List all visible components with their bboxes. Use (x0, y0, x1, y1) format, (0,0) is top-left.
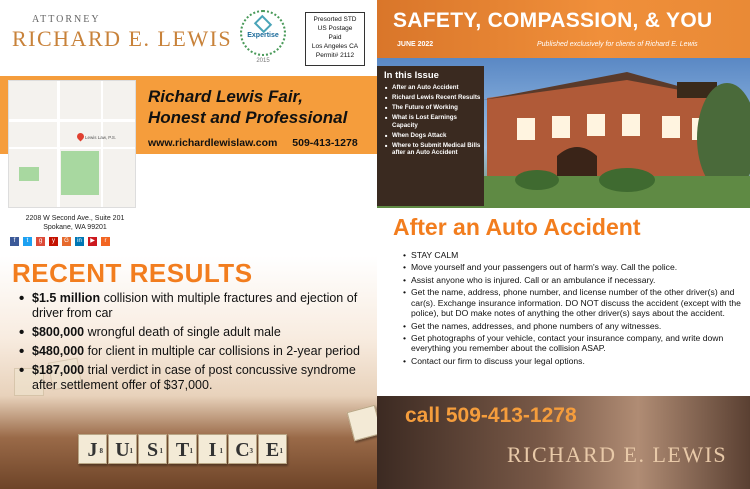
diamond-icon (254, 15, 272, 33)
result-amount: $1.5 million (32, 291, 101, 305)
postage-line: Permit# 2112 (315, 52, 355, 59)
postage-line: US Postage (317, 25, 353, 32)
address-line-2: Spokane, WA 99201 (43, 224, 107, 231)
social-icons (10, 237, 110, 246)
office-map[interactable] (8, 80, 136, 208)
issue-item[interactable]: ■ The Future of Working (385, 104, 481, 112)
result-text: for client in multiple car collisions in 2-year period (84, 344, 360, 358)
result-amount: $800,000 (32, 325, 85, 339)
yelp-icon[interactable]: y (49, 237, 58, 246)
web-contact-row (148, 137, 370, 149)
result-item (18, 363, 368, 393)
recent-results-title: RECENT RESULTS (12, 258, 253, 288)
justice-tile-s: S 1 (138, 434, 167, 464)
result-item (18, 291, 368, 321)
article-title: After an Auto Accident (393, 214, 641, 240)
step-item: • Contact our firm to discuss your legal options. (403, 356, 743, 366)
postage-line: Paid (328, 34, 342, 41)
results-list (18, 291, 368, 397)
issue-item[interactable]: ■ What is Lost Earnings Capacity (385, 114, 481, 129)
office-address (10, 214, 140, 232)
badge-year: 2015 (256, 58, 270, 64)
google-plus-icon[interactable]: g (36, 237, 45, 246)
expertise-badge (228, 10, 298, 72)
result-text: trial verdict in case of post concussive syndrome after settlement offer of $37,000. (32, 363, 356, 392)
postage-line: Presorted STD (313, 16, 357, 23)
attorney-name-logo: RICHARD E. LEWIS (12, 26, 233, 51)
justice-tile-t: T 1 (168, 434, 197, 464)
step-item: • STAY CALM (403, 250, 743, 260)
accident-steps (403, 250, 743, 368)
step-item: • Get the names, addresses, and phone numbers of any witnesses. (403, 321, 743, 331)
issue-item[interactable]: ■ Richard Lewis Recent Results (385, 94, 481, 102)
call-to-action[interactable]: call 509-413-1278 (405, 404, 577, 427)
issue-item[interactable]: ■ When Dogs Attack (385, 132, 481, 140)
result-amount: $187,000 (32, 363, 85, 377)
postage-line: Los Angeles CA (311, 43, 359, 50)
location-pin-icon (76, 132, 86, 142)
result-item (18, 325, 368, 340)
published-note: Published exclusively for clients of Richard E. Lewis (537, 41, 698, 48)
right-page (377, 0, 750, 489)
laurel-ring-icon (240, 10, 286, 56)
tagline-line-1: Richard Lewis Fair, (148, 87, 303, 106)
issue-item[interactable]: ■ After an Auto Accident (385, 84, 481, 92)
tagline (148, 86, 347, 128)
result-amount: $480,000 (32, 344, 85, 358)
step-item: • Get the name, address, phone number, and license number of the other driver(s) and car(s). Exchange insurance information. DO NOT discuss the accident (except with the police), but DO make notes of anything the other driver(s) says about the accident. (403, 287, 743, 318)
result-text: collision with multiple fractures and ejection of driver from car (32, 291, 358, 320)
justice-tile-u: U 1 (108, 434, 137, 464)
step-item: • Move yourself and your passengers out of harm's way. Call the police. (403, 262, 743, 272)
step-item: • Get photographs of your vehicle, contact your insurance company, and write down everything you remember about the collision ASAP. (403, 333, 743, 354)
address-line-1: 2208 W Second Ave., Suite 201 (25, 215, 125, 222)
google-icon[interactable]: G (62, 237, 71, 246)
result-item (18, 344, 368, 359)
attorney-label: ATTORNEY (32, 14, 101, 25)
badge-label: Expertise (247, 32, 279, 39)
facebook-icon[interactable]: f (10, 237, 19, 246)
map-marker-label: Lewis Law, P.S. (85, 135, 117, 140)
issue-date: JUNE 2022 (397, 41, 434, 48)
linkedin-icon[interactable]: in (75, 237, 84, 246)
tagline-line-2: Honest and Professional (148, 108, 348, 127)
result-text: wrongful death of single adult male (84, 325, 281, 339)
twitter-icon[interactable]: t (23, 237, 32, 246)
youtube-icon[interactable]: ▶ (88, 237, 97, 246)
step-item: • Assist anyone who is injured. Call or an ambulance if necessary. (403, 275, 743, 285)
justice-tile-j: J 8 (78, 434, 107, 464)
issue-list (385, 84, 481, 159)
rss-icon[interactable]: r (101, 237, 110, 246)
justice-tile-i: I 1 (198, 434, 227, 464)
website-link[interactable]: www.richardlewislaw.com (148, 137, 278, 149)
in-this-issue-title: In this Issue (384, 70, 439, 81)
issue-item[interactable]: ■ Where to Submit Medical Bills after an Auto Accident (385, 142, 481, 157)
brand-logo-bottom: RICHARD E. LEWIS (507, 442, 728, 467)
newsletter-title: SAFETY, COMPASSION, & YOU (393, 9, 713, 32)
justice-tile-e: E 1 (258, 434, 287, 464)
postage-indicia (305, 12, 365, 66)
phone-number[interactable]: 509-413-1278 (292, 137, 358, 149)
justice-tile-c: C 3 (228, 434, 257, 464)
